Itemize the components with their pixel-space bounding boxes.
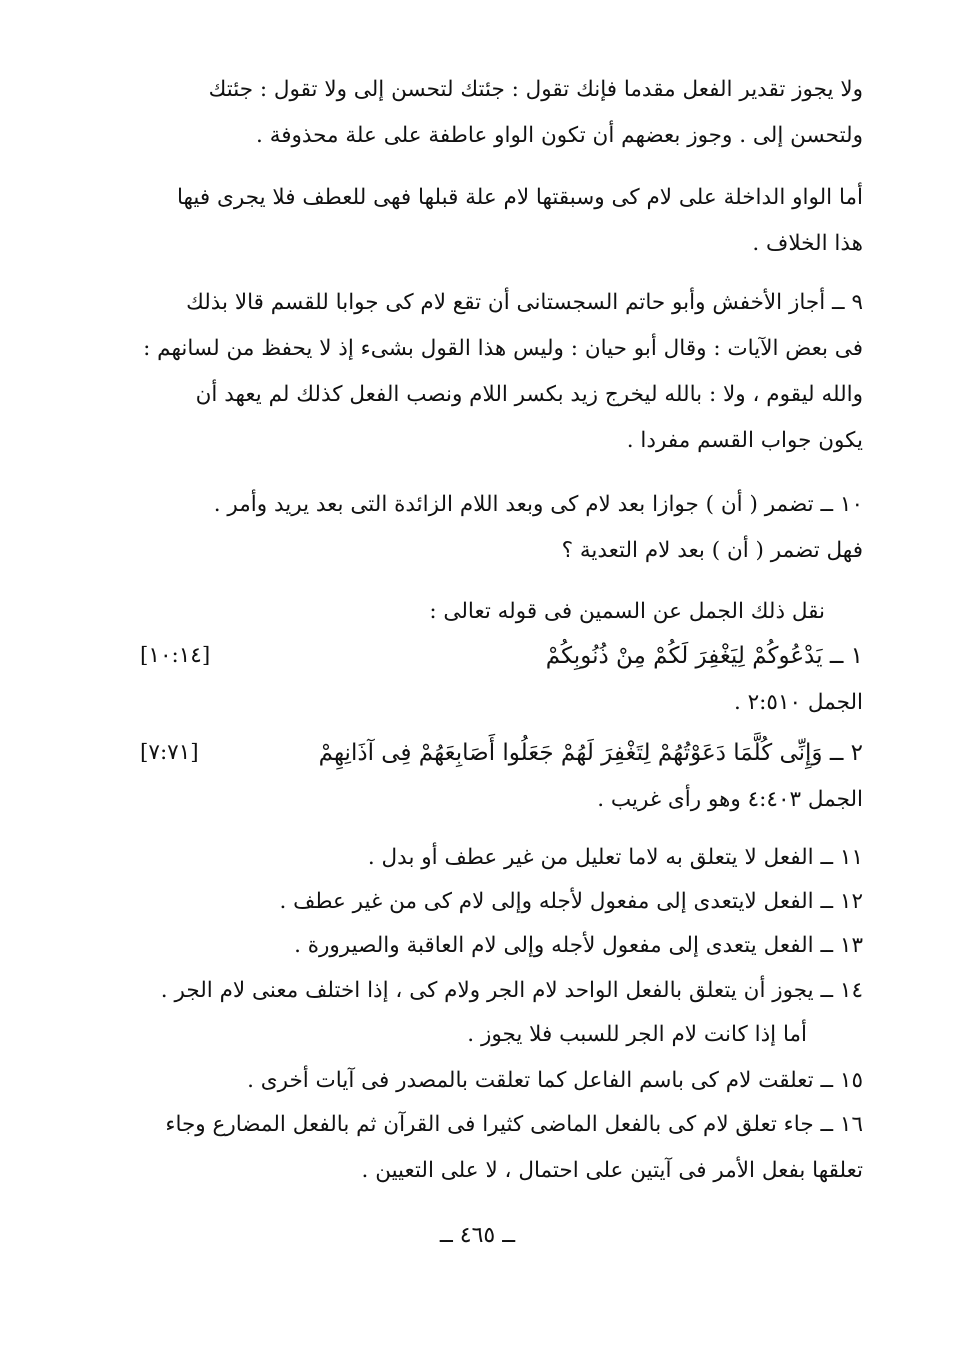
verse-reference: [٧:٧١] bbox=[140, 740, 199, 765]
text-line: الجمل ٢:٥١٠ . bbox=[733, 690, 863, 715]
text-line: ١٣ ــ الفعل يتعدى إلى مفعول لأجله وإلى لام العاقبة والصيرورة . bbox=[294, 933, 863, 958]
text-line: فى بعض الآيات : وقال أبو حيان : وليس هذا القول بشىء إذ لا يحفظ من لسانهم : bbox=[143, 336, 863, 361]
text-line: ولتحسن إلى . وجوز بعضهم أن تكون الواو عاطفة على علة محذوفة . bbox=[256, 123, 863, 148]
text-line: يكون جواب القسم مفردا . bbox=[626, 428, 863, 453]
text-line: ٩ ــ أجاز الأخفش وأبو حاتم السجستانى أن تقع لام كى جوابا للقسم قالا بذلك bbox=[186, 290, 863, 315]
text-line: ١٦ ــ جاء تعلق لام كى بالفعل الماضى كثيرا فى القرآن ثم بالفعل المضارع وجاء bbox=[165, 1112, 863, 1137]
text-line: أما إذا كانت لام الجر للسبب فلا يجوز . bbox=[467, 1022, 807, 1047]
text-line: والله ليقوم ، ولا : بالله ليخرج زيد بكسر اللام ونصب الفعل كذلك لم يعهد أن bbox=[195, 382, 863, 407]
text-line: الجمل ٤:٤٠٣ وهو رأى غريب . bbox=[597, 787, 863, 812]
text-line: أما الواو الداخلة على لام كى وسبقتها لام علة قبلها فهى للعطف فلا يجرى فيها bbox=[176, 185, 863, 210]
quran-verse: ١ ــ يَدْعُوكُمْ لِيَغْفِرَ لَكُمْ مِنْ ذُنُوبِكُمْ bbox=[545, 643, 863, 669]
quran-verse: ٢ ــ وَإِنِّى كُلَّمَا دَعَوْتُهُمْ لِتَغْفِرَ لَهُمْ جَعَلُوا أَصَابِعَهُمْ فِى آذَانِهِمْ bbox=[318, 740, 863, 766]
text-line: ١٠ ــ تضمر ( أن ) جوازا بعد لام كى وبعد اللام الزائدة التى بعد يريد وأمر . bbox=[213, 492, 863, 517]
verse-reference: [١٠:١٤] bbox=[140, 643, 211, 668]
text-line: فهل تضمر ( أن ) بعد لام التعدية ؟ bbox=[561, 538, 863, 563]
text-line: تعلقها بفعل الأمر فى آيتين على احتمال ، لا على التعيين . bbox=[361, 1158, 863, 1183]
text-line: ١١ ــ الفعل لا يتعلق به لاما تعليل من غير عطف أو بدل . bbox=[367, 845, 863, 870]
text-line: ولا يجوز تقدير الفعل مقدما فإنك تقول : جئتك لتحسن إلى ولا تقول : جئتك bbox=[208, 77, 863, 102]
page-number: ــ ٤٦٥ ــ bbox=[439, 1223, 516, 1248]
text-line: نقل ذلك الجمل عن السمين فى قوله تعالى : bbox=[429, 599, 825, 624]
text-line: هذا الخلاف . bbox=[752, 231, 863, 256]
text-line: ١٤ ــ يجوز أن يتعلق بالفعل الواحد لام الجر ولام كى ، إذا اختلف معنى لام الجر . bbox=[160, 978, 863, 1003]
text-line: ١٢ ــ الفعل لايتعدى إلى مفعول لأجله وإلى لام كى من غير عطف . bbox=[279, 889, 863, 914]
text-line: ١٥ ــ تعلقت لام كى باسم الفاعل كما تعلقت بالمصدر فى آيات أخرى . bbox=[247, 1068, 863, 1093]
